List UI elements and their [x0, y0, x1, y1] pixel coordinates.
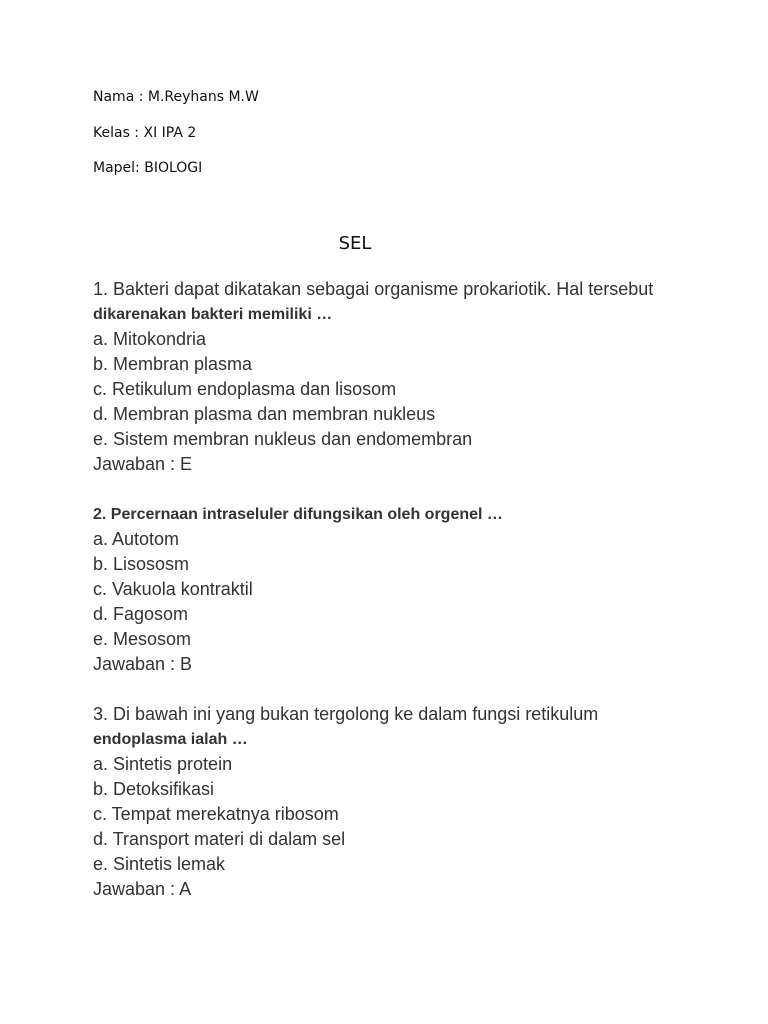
option-e: e. Sistem membran nukleus dan endomembran [93, 429, 473, 449]
question-text-continued: dikarenakan bakteri memiliki … [93, 306, 333, 323]
option-a: a. Autotom [93, 529, 180, 549]
option-e: e. Mesosom [93, 629, 192, 649]
option-c: c. Retikulum endoplasma dan lisosom [93, 379, 397, 399]
answer: Jawaban : E [93, 454, 193, 474]
option-b: b. Detoksifikasi [93, 779, 215, 799]
option-d: d. Fagosom [93, 604, 189, 624]
question-text-continued: endoplasma ialah … [93, 731, 248, 748]
question-2 [93, 502, 713, 677]
option-c: c. Tempat merekatnya ribosom [93, 804, 339, 824]
option-e: e. Sintetis lemak [93, 854, 226, 874]
option-d: d. Transport materi di dalam sel [93, 829, 346, 849]
student-name: Nama : M.Reyhans M.W [93, 89, 259, 105]
option-c: c. Vakuola kontraktil [93, 579, 253, 599]
question-3 [93, 702, 713, 902]
option-a: a. Sintetis protein [93, 754, 233, 774]
question-1 [93, 277, 713, 477]
question-text: 1. Bakteri dapat dikatakan sebagai organisme prokariotik. Hal tersebut [93, 279, 654, 299]
page-title: SEL [338, 233, 372, 254]
question-text: 2. Percernaan intraseluler difungsikan oleh orgenel … [93, 506, 503, 523]
option-a: a. Mitokondria [93, 329, 207, 349]
subject: Mapel: BIOLOGI [93, 160, 203, 176]
option-d: d. Membran plasma dan membran nukleus [93, 404, 436, 424]
answer: Jawaban : A [93, 879, 192, 899]
answer: Jawaban : B [93, 654, 193, 674]
option-b: b. Membran plasma [93, 354, 253, 374]
question-text: 3. Di bawah ini yang bukan tergolong ke dalam fungsi retikulum [93, 704, 599, 724]
option-b: b. Lisososm [93, 554, 190, 574]
student-class: Kelas : XI IPA 2 [93, 125, 197, 141]
